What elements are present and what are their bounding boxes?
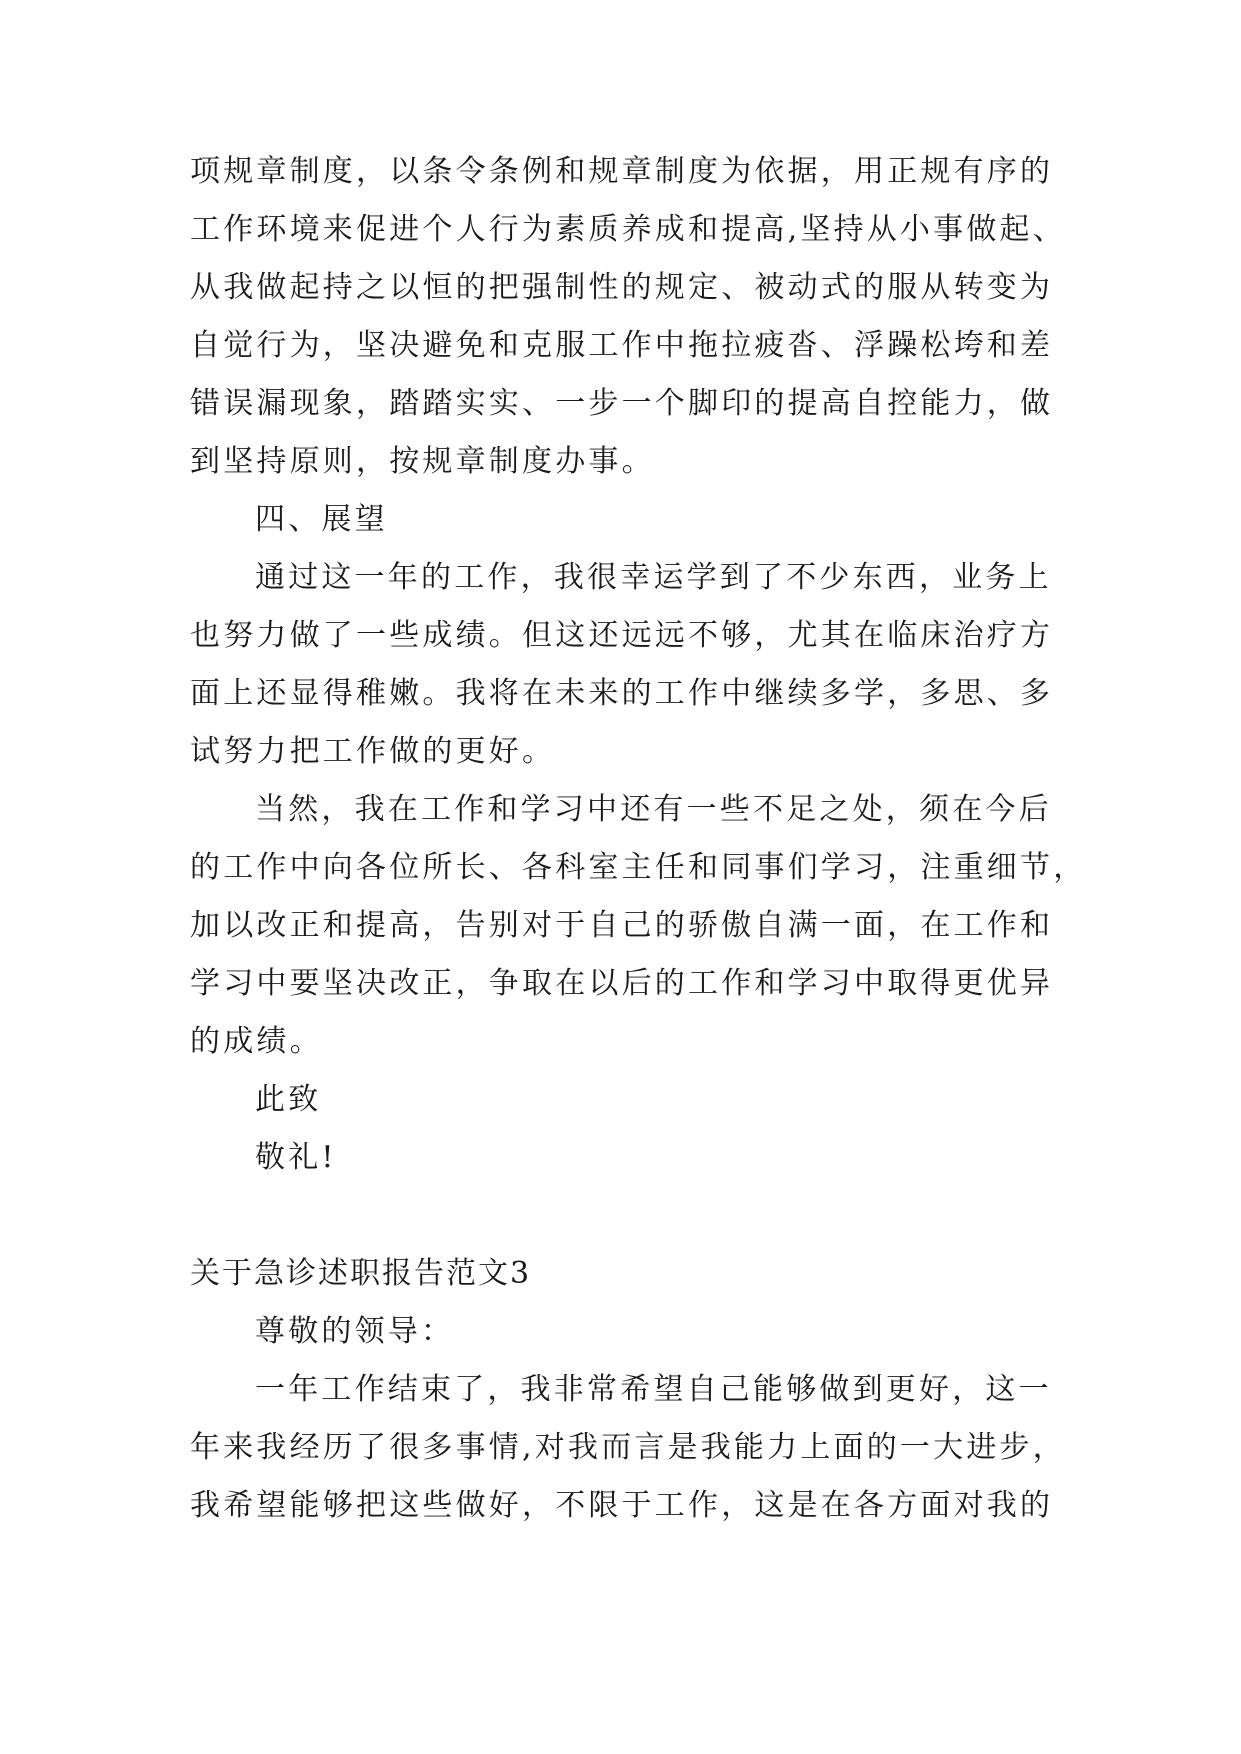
body-text-line: 通过这一年的工作，我很幸运学到了不少东西，业务上: [255, 560, 1052, 595]
body-text-line: 面上还显得稚嫩。我将在未来的工作中继续多学，多思、多: [190, 676, 1054, 711]
body-text-line: 到坚持原则，按规章制度办事。: [190, 444, 655, 479]
body-text-line: 从我做起持之以恒的把强制性的规定、被动式的服从转变为: [190, 270, 1054, 305]
body-text-line: 项规章制度，以条令条例和规章制度为依据，用正规有序的: [190, 154, 1054, 189]
section-heading: 四、展望: [255, 502, 388, 537]
body-text-line: 自觉行为，坚决避免和克服工作中拖拉疲沓、浮躁松垮和差: [190, 328, 1054, 363]
salutation: 尊敬的领导：: [255, 1314, 455, 1349]
body-text-line: 工作环境来促进个人行为素质养成和提高,坚持从小事做起、: [190, 212, 1066, 247]
body-text-line: 学习中要坚决改正，争取在以后的工作和学习中取得更优异: [190, 966, 1054, 1001]
body-text-line: 一年工作结束了，我非常希望自己能够做到更好，这一: [255, 1372, 1052, 1407]
body-text-line: 试努力把工作做的更好。: [190, 734, 556, 769]
closing-line: 此致: [255, 1082, 322, 1117]
body-text-line: 的工作中向各位所长、各科室主任和同事们学习，注重细节，: [190, 850, 1087, 885]
body-text-line: 加以改正和提高，告别对于自己的骄傲自满一面，在工作和: [190, 908, 1054, 943]
body-text-line: 的成绩。: [190, 1024, 323, 1059]
body-text-line: 当然，我在工作和学习中还有一些不足之处，须在今后: [255, 792, 1052, 827]
article-title: 关于急诊述职报告范文3: [190, 1256, 532, 1291]
body-text-line: 错误漏现象，踏踏实实、一步一个脚印的提高自控能力，做: [190, 386, 1054, 421]
body-text-line: 年来我经历了很多事情,对我而言是我能力上面的一大进步，: [190, 1430, 1066, 1465]
body-text-line: 我希望能够把这些做好，不限于工作，这是在各方面对我的: [190, 1488, 1054, 1523]
closing-line: 敬礼!: [255, 1140, 337, 1175]
body-text-line: 也努力做了一些成绩。但这还远远不够，尤其在临床治疗方: [190, 618, 1054, 653]
